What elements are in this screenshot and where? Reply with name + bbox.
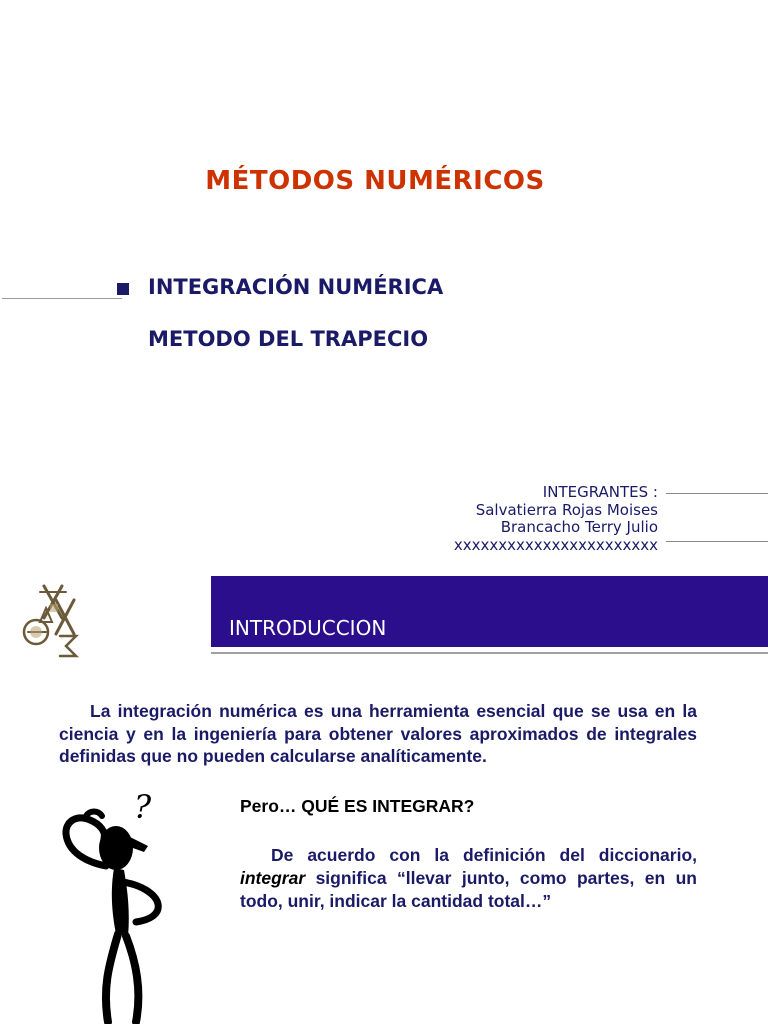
- question-heading: Pero… QUÉ ES INTEGRAR?: [240, 796, 475, 816]
- definition-post: significa “llevar junto, como partes, en un todo, unir, indicar la cantidad total…”: [240, 868, 697, 911]
- subtitle-integracion: INTEGRACIÓN NUMÉRICA: [148, 275, 444, 299]
- banner-rule: [211, 652, 768, 654]
- definition-emphasis: integrar: [240, 868, 306, 888]
- members-label: INTEGRANTES :: [542, 483, 658, 501]
- member-name: xxxxxxxxxxxxxxxxxxxxxxx: [453, 535, 658, 554]
- decorative-rule-right: [666, 541, 768, 542]
- decorative-rule-left: [2, 298, 122, 299]
- section-banner: [211, 576, 768, 647]
- intro-paragraph: La integración numérica es una herramienta esencial que se usa en la ciencia y en la ingeniería para obtener valores aproximados de integrales definidas que no pueden calcularse analíticamente.: [59, 701, 697, 766]
- slide-title: MÉTODOS NUMÉRICOS: [205, 166, 545, 196]
- member-name: Brancacho Terry Julio: [500, 518, 658, 536]
- banner-title: INTRODUCCION: [229, 616, 387, 640]
- members-block: [454, 484, 658, 554]
- square-bullet-icon: [117, 283, 129, 295]
- decorative-rule-right: [666, 493, 768, 494]
- thinking-stick-figure-icon: [56, 786, 176, 1024]
- definition-pre: De acuerdo con la definición del diccionario,: [271, 845, 697, 865]
- question-mark-glyph: ?: [134, 788, 152, 826]
- member-name: Salvatierra Rojas Moises: [475, 500, 658, 519]
- math-symbols-logo-icon: [16, 578, 88, 660]
- subtitle-metodo: METODO DEL TRAPECIO: [148, 327, 429, 351]
- definition-paragraph: [240, 844, 697, 913]
